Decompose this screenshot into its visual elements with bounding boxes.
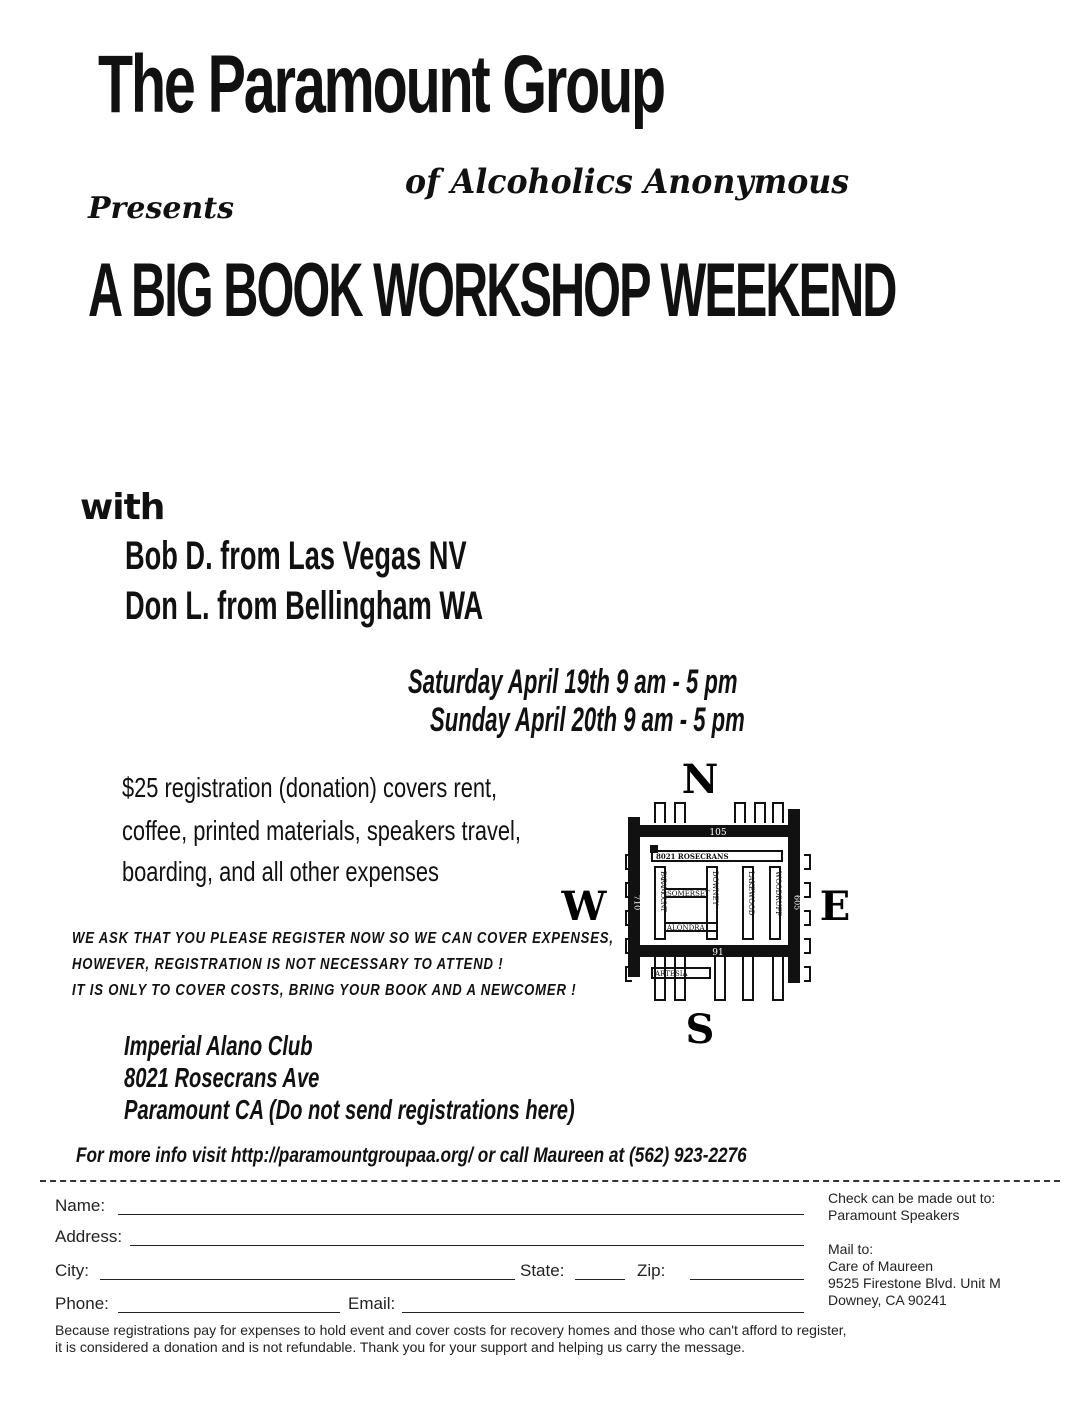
zip-field[interactable]	[690, 1279, 804, 1280]
notice-line-1: WE ASK THAT YOU PLEASE REGISTER NOW SO WE CAN COVER EXPENSES,	[72, 930, 614, 947]
presents-text: Presents	[88, 191, 234, 226]
label-91: 91	[712, 948, 724, 958]
label-paramount: PARAMOUNT	[659, 871, 667, 912]
email-label: Email:	[348, 1294, 396, 1313]
city-field[interactable]	[100, 1279, 515, 1280]
compass-s: S	[685, 1006, 715, 1053]
refund-note-line-2: it is considered a donation and is not refundable. Thank you for your support and helping us carry the message.	[55, 1339, 746, 1355]
mail-address-3: Downey, CA 90241	[828, 1292, 947, 1308]
mail-to-label: Mail to:	[828, 1241, 874, 1257]
state-field[interactable]	[575, 1279, 625, 1280]
label-605: 605	[792, 895, 802, 911]
label-downey: DOWNEY	[711, 871, 719, 906]
check-info-2: Paramount Speakers	[828, 1207, 960, 1223]
compass-n: N	[681, 756, 719, 803]
compass-w: W	[561, 883, 607, 930]
name-field[interactable]	[118, 1214, 804, 1215]
label-artesia: ARTESIA	[655, 970, 688, 978]
compass-e: E	[819, 883, 851, 930]
location-map	[560, 755, 860, 1055]
check-info-1: Check can be made out to:	[828, 1190, 996, 1206]
speaker-2: Don L. from Bellingham WA	[125, 584, 484, 628]
label-alondra: ALONDRA	[667, 924, 705, 932]
label-710: 710	[632, 895, 642, 911]
label-rosecrans: 8021 ROSECRANS	[656, 852, 729, 861]
label-somerset: SOMERSET	[667, 890, 710, 898]
mail-address-1: Care of Maureen	[828, 1258, 934, 1274]
cut-line	[40, 1180, 1060, 1182]
venue-street: 8021 Rosecrans Ave	[124, 1062, 320, 1093]
phone-label: Phone:	[55, 1294, 109, 1313]
label-woodruff: WOODRUFF	[774, 871, 782, 917]
zip-label: Zip:	[637, 1261, 666, 1280]
phone-field[interactable]	[118, 1312, 340, 1313]
page-title: The Paramount Group	[98, 39, 665, 130]
more-info-text: For more info visit http://paramountgroupaa.org/ or call Maureen at (562) 923-2276	[76, 1144, 747, 1167]
cost-line-1: $25 registration (donation) covers rent,	[122, 772, 498, 803]
schedule-saturday: Saturday April 19th 9 am - 5 pm	[408, 663, 738, 701]
refund-note	[55, 1322, 847, 1356]
state-label: State:	[520, 1261, 565, 1280]
subtitle: of Alcoholics Anonymous	[405, 162, 850, 202]
label-105: 105	[709, 828, 727, 838]
email-field[interactable]	[402, 1312, 804, 1313]
notice-line-2: HOWEVER, REGISTRATION IS NOT NECESSARY TO ATTEND !	[72, 956, 504, 973]
label-lakewood: LAKEWOOD	[747, 871, 755, 916]
venue-name: Imperial Alano Club	[124, 1030, 313, 1061]
city-label: City:	[55, 1261, 89, 1280]
mail-address-2: 9525 Firestone Blvd. Unit M	[828, 1275, 1001, 1291]
venue-city: Paramount CA (Do not send registrations here)	[124, 1094, 575, 1125]
cost-line-3: boarding, and all other expenses	[122, 856, 439, 887]
refund-note-line-1: Because registrations pay for expenses to hold event and cover costs for recovery homes and those who can't afford to register,	[55, 1322, 847, 1338]
schedule-sunday: Sunday April 20th 9 am - 5 pm	[430, 701, 745, 739]
name-label: Name:	[55, 1196, 106, 1215]
with-label: with	[80, 487, 165, 528]
address-label: Address:	[55, 1227, 123, 1246]
notice-line-3: IT IS ONLY TO COVER COSTS, BRING YOUR BOOK AND A NEWCOMER !	[72, 982, 577, 999]
address-field[interactable]	[130, 1245, 804, 1246]
speaker-1: Bob D. from Las Vegas NV	[125, 534, 467, 578]
event-title: A BIG BOOK WORKSHOP WEEKEND	[88, 248, 896, 333]
cost-line-2: coffee, printed materials, speakers travel,	[122, 815, 521, 846]
